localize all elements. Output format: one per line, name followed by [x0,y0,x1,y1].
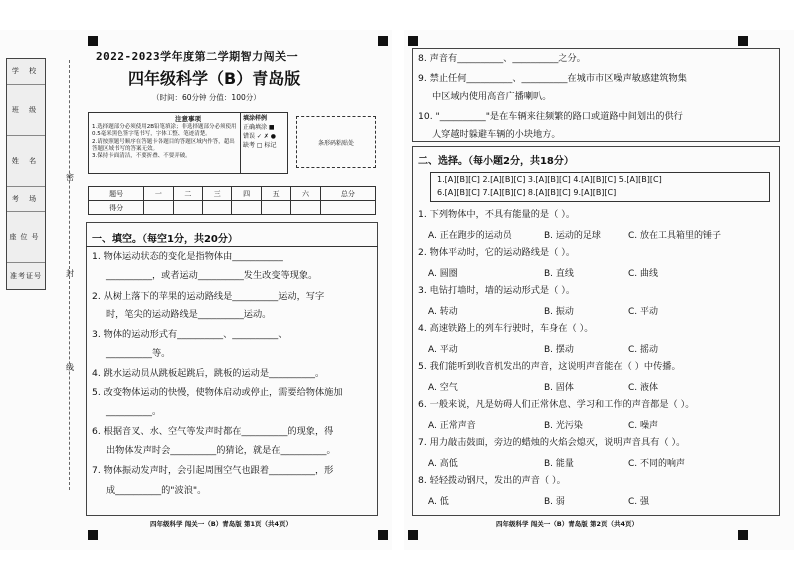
choice-option: C. 摇动 [628,345,659,355]
page-footer: 四年级科学 闯关一（B）青岛版 第2页（共4页） [496,520,639,528]
choice-option: C. 放在工具箱里的锤子 [628,231,722,241]
student-info-strip [6,58,46,290]
choice-question-stem: 4. 高速铁路上的列车行驶时，车身在（ ）。 [418,323,594,334]
choice-option: A. 圆圈 [428,269,458,279]
question-5b: __________。 [106,406,162,417]
score-row-label: 得分 [89,201,144,215]
notice-title: 注意事项 [175,115,201,123]
score-cell[interactable] [144,201,173,215]
choice-question-stem: 2. 物体平动时，它的运动路线是（ ）。 [418,247,576,258]
notice-item: 1.选择题部分必须使用2B铅笔填涂；非选择题部分必须使用0.5毫米黑色签字笔书写，字体工整、笔迹清楚。 [92,123,237,138]
question-5a: 5. 改变物体运动的快慢，使物体启动或停止，需要给物体施加 [92,387,343,398]
question-6a: 6. 根据音叉、水、空气等发声时都在__________的现象，得 [92,426,334,437]
registration-mark [88,530,98,540]
score-header: 六 [291,187,320,201]
notice-item: 2.请按照题号顺序在答题卡各题目的答题区域内作答，超出答题区域书写的答案无效。 [92,138,235,153]
fill-example-correct: 正确填涂 ■ [243,124,275,131]
score-header: 四 [232,187,261,201]
info-name[interactable]: 姓 名 [7,136,45,187]
binding-char-line: 线 [66,363,74,372]
score-header: 总分 [320,187,375,201]
score-header: 一 [144,187,173,201]
question-3b: __________等。 [106,348,171,359]
page-footer: 四年级科学 闯关一（B）青岛版 第1页（共4页） [150,520,293,528]
score-cell[interactable] [173,201,202,215]
choice-option: B. 振动 [544,307,574,317]
choice-question-stem: 6. 一般来说，凡是妨碍人们正常休息、学习和工作的声音都是（ ）。 [418,399,695,410]
choice-option: C. 强 [628,497,650,507]
question-7a: 7. 物体振动发声时，会引起周围空气也跟着__________，形 [92,465,334,476]
binding-char-close: 封 [66,269,74,278]
notice-item: 3.保持卡面清洁，不要折叠、不要弄破。 [92,153,191,160]
choice-option: A. 平动 [428,345,458,355]
info-class[interactable]: 班 级 [7,85,45,136]
choice-option: A. 转动 [428,307,458,317]
choice-question-stem: 8. 轻轻拨动钢尺，发出的声音（ ）。 [418,475,566,486]
score-cell[interactable] [232,201,261,215]
section1-title: 一、填空。（每空1分，共20分） [92,234,238,245]
choice-option: B. 固体 [544,383,574,393]
exam-series-title: 2022-2023学年度第二学期智力闯关一 [96,50,299,63]
choice-option: B. 弱 [544,497,565,507]
choice-option: B. 运动的足球 [544,231,601,241]
exam-title: 四年级科学（B）青岛版 [128,69,301,88]
binding-char-seal: 密 [66,173,74,182]
question-9b: 中区域内使用高音广播喇叭。 [432,91,552,102]
question-8: 8. 声音有__________、__________之分。 [418,53,586,64]
choice-question-stem: 5. 我们能听到收音机发出的声音，这说明声音能在（ ）中传播。 [418,361,681,372]
registration-mark [378,530,388,540]
question-3a: 3. 物体的运动形式有__________、__________、 [92,329,288,340]
score-cell[interactable] [320,201,375,215]
registration-mark [408,530,418,540]
choice-option: A. 正在跑步的运动员 [428,231,512,241]
score-header: 五 [261,187,290,201]
answer-row[interactable]: 6.[A][B][C] 7.[A][B][C] 8.[A][B][C] 9.[A][B][C] [437,187,617,197]
question-10a: 10. "__________"是在车辆来往频繁的路口或道路中间划出的供行 [418,111,683,122]
question-1b: __________，或者运动__________发生改变等现象。 [106,270,318,281]
choice-question-stem: 3. 电钻打墙时，墙的运动形式是（ ）。 [418,285,576,296]
score-header: 二 [173,187,202,201]
question-1a: 1. 物体运动状态的变化是指物体由___________ [92,251,283,262]
choice-option: A. 高低 [428,459,458,469]
info-seat[interactable]: 座位号 [7,212,45,263]
choice-question-stem: 1. 下列物体中，不具有能量的是（ ）。 [418,209,576,220]
question-2b: 时，笔尖的运动路线是__________运动。 [106,309,272,320]
answer-row[interactable]: 1.[A][B][C] 2.[A][B][C] 3.[A][B][C] 4.[A][B][C] 5.[A][B][C] [437,175,662,184]
barcode-area: 条形码粘贴处 [296,116,376,168]
choice-option: B. 摆动 [544,345,574,355]
registration-mark [738,530,748,540]
question-2a: 2. 从树上落下的苹果的运动路线是__________运动，写字 [92,291,325,302]
fill-example-title: 填涂样例 [243,115,268,122]
score-header: 题号 [89,187,144,201]
choice-option: A. 正常声音 [428,421,476,431]
choice-option: C. 平动 [628,307,659,317]
score-header: 三 [203,187,232,201]
choice-option: C. 噪声 [628,421,659,431]
choice-option: C. 不同的响声 [628,459,686,469]
question-6b: 出物体发声时会__________的猜论，就是在__________。 [106,445,336,456]
question-10b: 人穿越时躲避车辆的小块地方。 [432,129,561,140]
section2-title: 二、选择。（每小题2分，共18分） [418,156,574,167]
registration-mark [738,36,748,46]
question-9a: 9. 禁止任何__________、__________在城市市区噪声敏感建筑物集 [418,73,687,84]
question-4: 4. 跳水运动员从跳板起跳后，跳板的运动是__________。 [92,368,325,379]
choice-option: B. 直线 [544,269,574,279]
divider [86,246,378,247]
choice-option: B. 光污染 [544,421,583,431]
choice-option: A. 低 [428,497,449,507]
score-cell[interactable] [203,201,232,215]
choice-option: C. 曲线 [628,269,659,279]
answer-sheet-box[interactable] [430,172,770,202]
registration-mark [378,36,388,46]
registration-mark [88,36,98,46]
choice-option: C. 液体 [628,383,659,393]
info-exam-room[interactable]: 考 场 [7,187,45,213]
score-cell[interactable] [261,201,290,215]
choice-option: B. 能量 [544,459,574,469]
score-table [88,186,376,215]
choice-option: A. 空气 [428,383,458,393]
fill-example-absent: 缺考 □ 标记 [243,142,277,149]
question-7b: 成__________的"波浪"。 [106,485,207,496]
info-school[interactable]: 学 校 [7,59,45,85]
fill-example-wrong: 错误 ✓ ✗ ● [243,133,277,140]
info-exam-number[interactable]: 准考证号 [10,271,42,280]
choice-question-stem: 7. 用力敲击鼓面，旁边的蜡烛的火焰会熄灭，说明声音具有（ ）。 [418,437,686,448]
exam-subtitle: （时间：60分钟 分值：100分） [152,93,261,102]
score-cell[interactable] [291,201,320,215]
registration-mark [408,36,418,46]
fill-example-box [240,112,288,174]
